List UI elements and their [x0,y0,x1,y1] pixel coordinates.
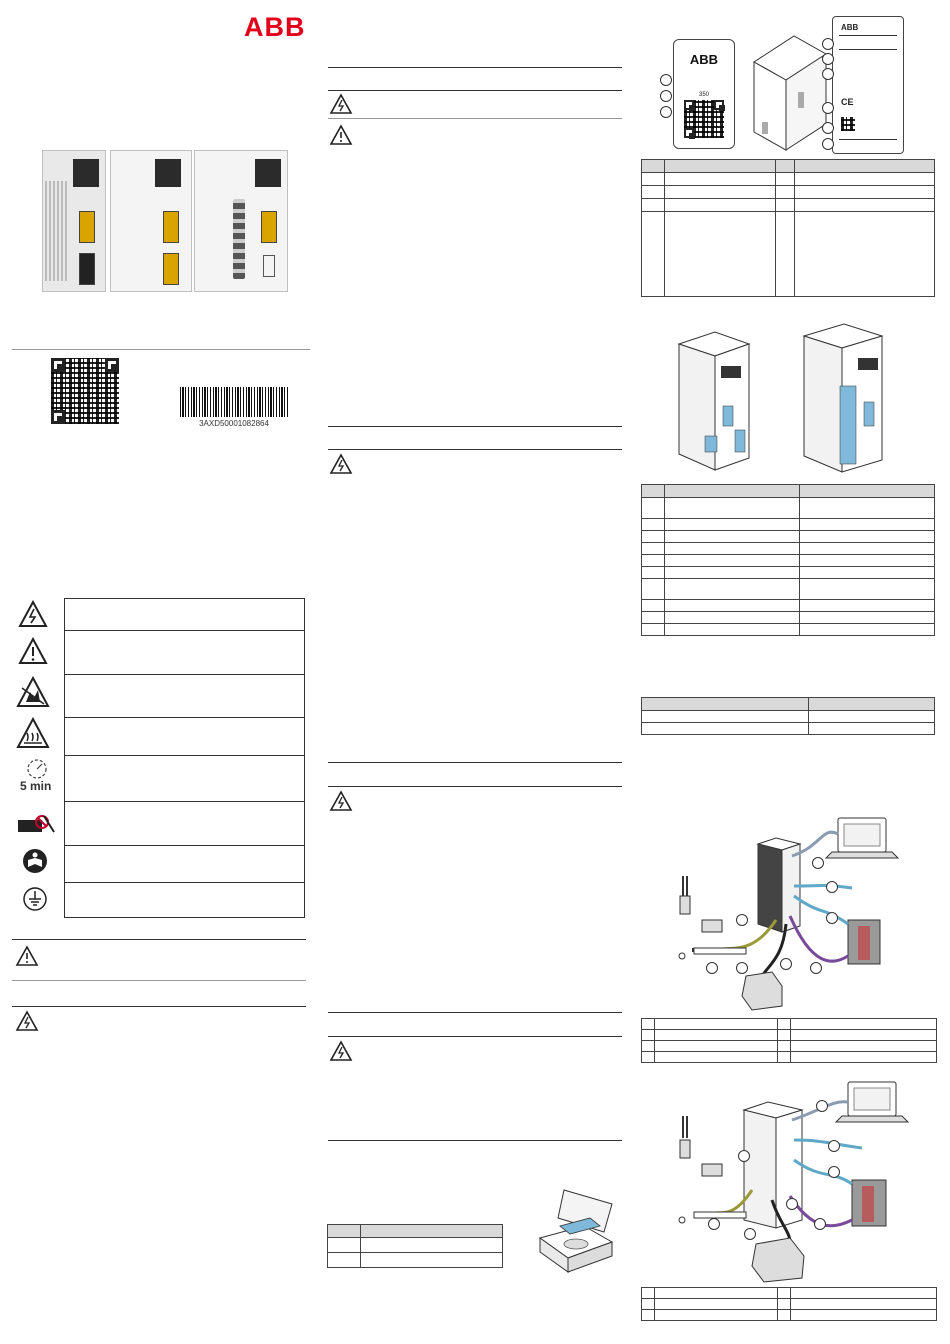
section-rule [328,67,622,68]
callout [822,68,834,80]
callout [660,74,672,86]
divider [12,349,310,350]
package-contents-table [327,1224,503,1268]
callout [736,962,748,974]
electricity-warning-icon [18,600,48,628]
callout [660,106,672,118]
general-warning-icon [329,124,353,146]
abb-logo: ABB [244,12,306,46]
interface-legend-table [641,484,935,636]
electricity-warning-icon [329,1040,353,1062]
callout [810,962,822,974]
callout [706,962,718,974]
section-rule [328,1036,622,1037]
general-warning-icon [15,945,39,967]
system-legend-table-2 [641,1287,937,1321]
ce-mark: CE [841,97,854,107]
drive-interface-illustration-large [800,322,890,478]
callout [822,122,834,134]
section-rule [328,1140,622,1141]
discharge-time-label: 5 min [20,779,52,793]
callout [660,90,672,102]
callout [744,1228,756,1240]
spec-table [641,697,935,735]
section-rule [328,449,622,450]
electricity-warning-icon [329,93,353,115]
drive-interface-illustration-small [675,330,765,476]
barcode-number: 3AXD50001082864 [199,419,269,428]
section-rule [12,1006,306,1007]
package-box-illustration [534,1186,616,1274]
section-rule [328,118,622,119]
section-rule [328,1012,622,1013]
qr-code [51,358,119,424]
callout [826,912,838,924]
callout [822,102,834,114]
no-disassembly-icon [16,812,56,836]
section-rule [328,90,622,91]
callout [828,1166,840,1178]
electricity-warning-icon [329,453,353,475]
label-legend-table [641,159,935,297]
safety-symbols-table [64,598,305,918]
capacitor-discharge-icon [25,758,49,780]
electricity-warning-icon [15,1010,39,1032]
callout [780,958,792,970]
electricity-warning-icon [329,790,353,812]
callout [738,1150,750,1162]
protective-earth-icon [22,886,48,912]
callout [822,38,834,50]
section-rule [328,786,622,787]
label-qr-code [684,100,724,138]
callout [736,914,748,926]
callout [828,1140,840,1152]
type-label-card: ABB 350 [673,39,735,149]
callout [814,1218,826,1230]
esd-warning-icon [16,676,50,708]
general-warning-icon [18,637,48,665]
callout [822,138,834,150]
section-rule [328,762,622,763]
product-barcode [180,387,288,417]
callout [812,857,824,869]
callout [708,1218,720,1230]
section-rule [328,426,622,427]
rating-label-card: ABB CE [832,16,904,154]
callout [826,881,838,893]
system-legend-table-1 [641,1018,937,1063]
read-manual-icon [22,848,48,874]
hot-surface-icon [16,717,50,749]
section-rule [12,980,306,981]
callout [822,53,834,65]
drive-outline-illustration [750,32,830,154]
section-rule [12,939,306,940]
callout [816,1100,828,1112]
callout [786,1198,798,1210]
